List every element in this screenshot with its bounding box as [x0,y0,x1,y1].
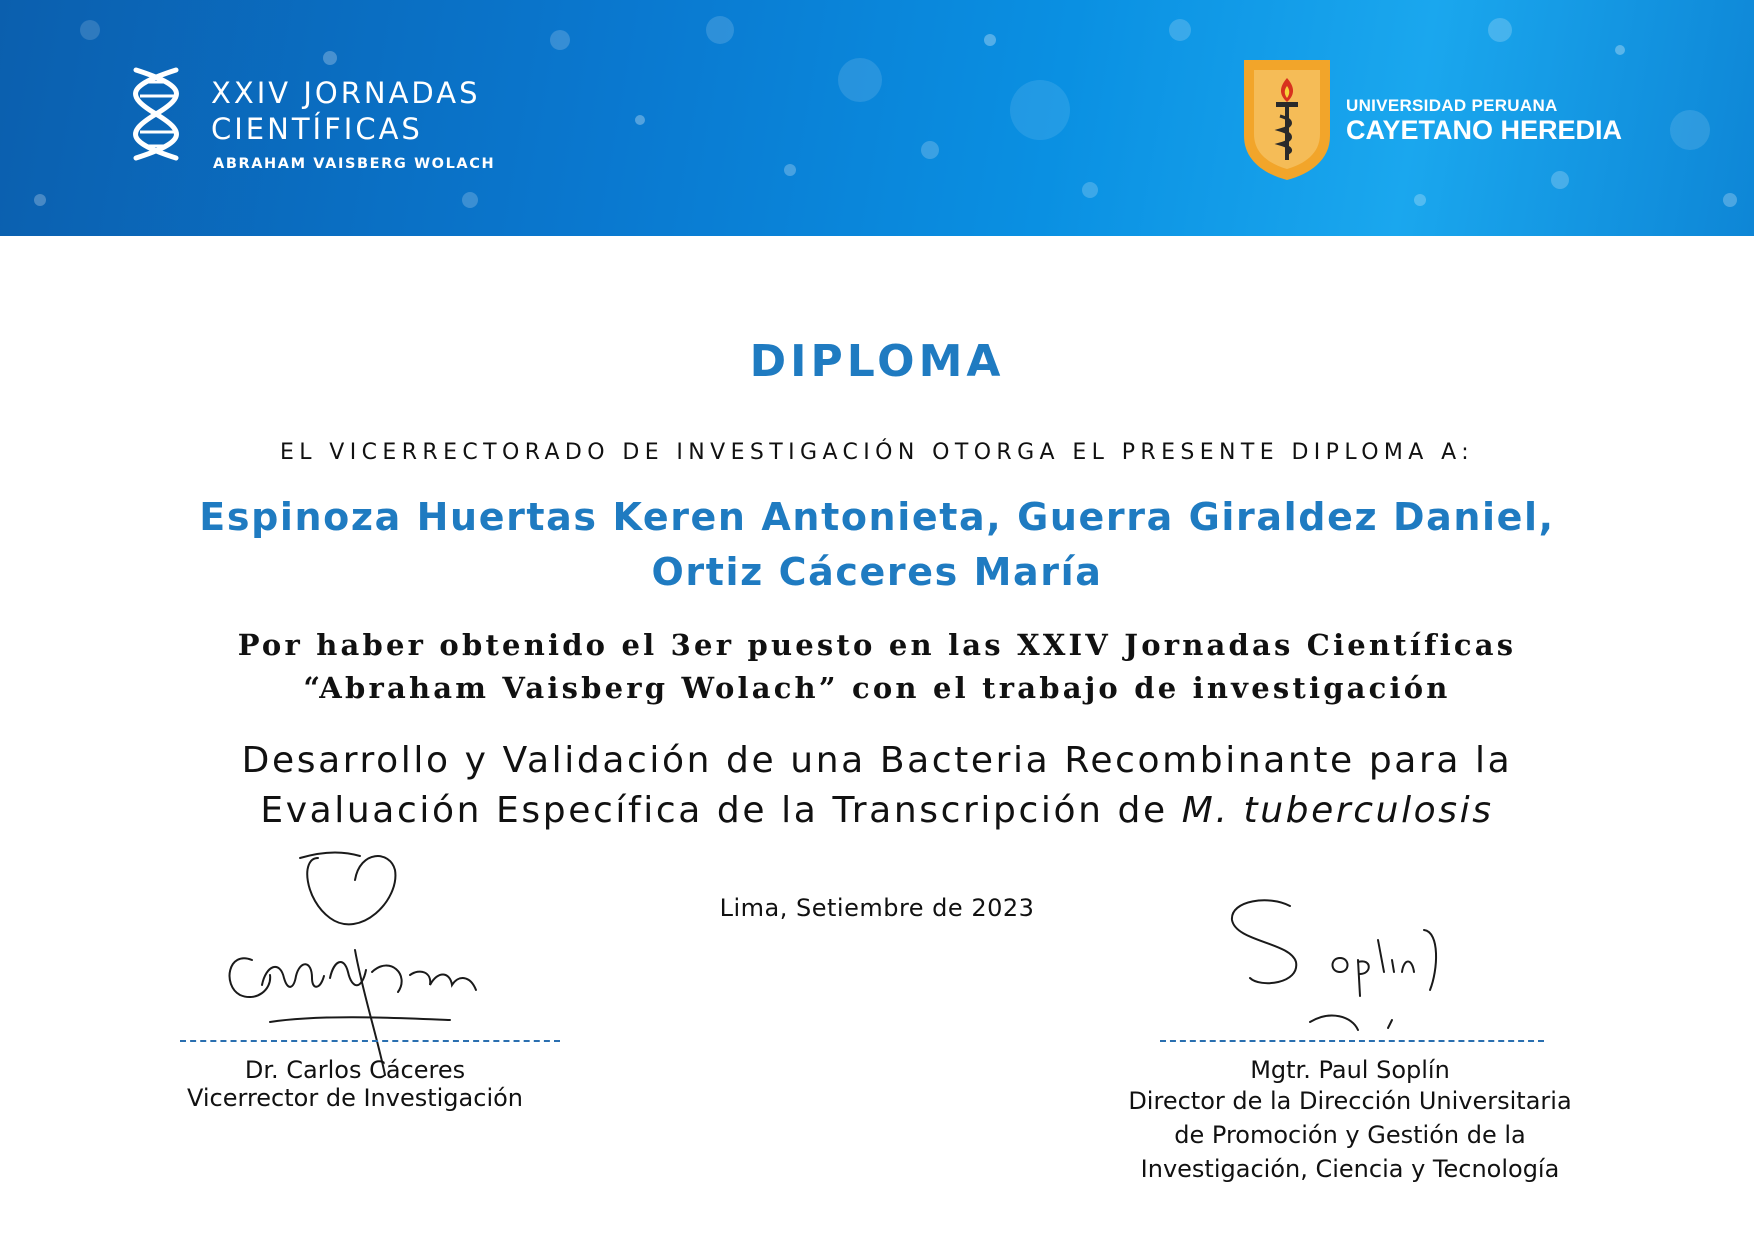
left-signatory-role: Vicerrector de Investigación [186,1084,524,1112]
right-signatory-role-line3: Investigación, Ciencia y Tecnología [1140,1155,1560,1183]
right-signatory-role-line2: de Promoción y Gestión de la [1174,1121,1526,1149]
recipients-line1: Espinoza Huertas Keren Antonieta, Guerra Giraldez Daniel, [199,495,1555,539]
research-title-organism: M. tuberculosis [1181,790,1494,831]
left-signature-line [180,1040,560,1042]
research-title-line2-regular: Evaluación Específica de la Transcripción de [260,790,1182,831]
university-logo [1240,56,1660,186]
right-signature-line [1160,1040,1544,1042]
left-signatory [150,1056,560,1112]
event-subtitle: ABRAHAM VAISBERG WOLACH [213,156,496,172]
header-banner [0,0,1754,236]
place-date: Lima, Setiembre de 2023 [719,894,1035,922]
recipients [0,490,1754,600]
research-title-line1: Desarrollo y Validación de una Bacteria Recombinante para la [241,740,1513,781]
diploma-title: DIPLOMA [749,336,1005,387]
university-shield-icon [1240,56,1334,184]
right-signatory [1050,1056,1650,1186]
research-title [0,736,1754,836]
award-reason [0,624,1754,710]
jornadas-logo [116,66,506,176]
award-reason-line1: Por haber obtenido el 3er puesto en las XXIV Jornadas Científicas [237,628,1517,662]
right-signatory-role-line1: Director de la Dirección Universitaria [1128,1087,1572,1115]
dna-icon [116,66,196,162]
recipients-line2: Ortiz Cáceres María [651,550,1103,594]
university-name-line2: CAYETANO HEREDIA [1346,115,1623,145]
event-title-line1: XXIV JORNADAS [211,76,481,110]
event-title-line2: CIENTÍFICAS [211,112,423,146]
award-reason-line2: “Abraham Vaisberg Wolach” con el trabajo de investigación [303,671,1451,705]
university-name-line1: UNIVERSIDAD PERUANA [1346,96,1558,115]
grant-statement: EL VICERRECTORADO DE INVESTIGACIÓN OTORGA EL PRESENTE DIPLOMA A: [279,440,1475,465]
research-title-line2 [0,786,1754,836]
left-signatory-name: Dr. Carlos Cáceres [244,1056,466,1084]
right-signatory-name: Mgtr. Paul Soplín [1250,1056,1450,1084]
